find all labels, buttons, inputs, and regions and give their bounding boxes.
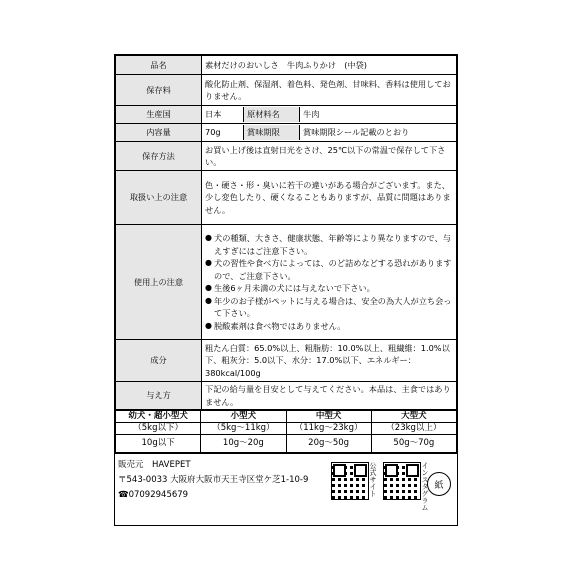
value-preservative: 酸化防止剤、保湿剤、着色料、発色剤、甘味料、香料は使用しておりません。: [202, 75, 457, 106]
value-origin: 日本: [202, 107, 244, 122]
feed-header-row: [116, 411, 457, 423]
value-storage: お買い上げ後は直射日光をさけ、25℃以下の常温で保存して下さい。: [202, 142, 457, 171]
feed-amount-row: [116, 435, 457, 453]
feed-weight-range: （5kg〜11kg）: [201, 423, 286, 435]
label-origin: 生産国: [116, 106, 202, 124]
value-content: 70g: [202, 125, 244, 140]
feed-amount: 20g〜50g: [286, 435, 371, 453]
official-site-label: 公式サイト: [369, 462, 377, 497]
feed-size-name: 中型犬: [286, 411, 371, 423]
usage-note: ● 脱酸素剤は食べ物ではありません。: [205, 320, 453, 333]
label-content: 内容量: [116, 124, 202, 142]
feed-size-name: 大型犬: [371, 411, 456, 423]
value-feeding: 下記の給与量を目安として与えてください。本品は、主食ではありません。: [202, 382, 457, 410]
label-usage: 使用上の注意: [116, 225, 202, 340]
seller-address: 〒543-0033 大阪府大阪市天王寺区堂ケ芝1-10-9: [118, 475, 309, 485]
row-product-name: [116, 56, 457, 75]
value-handling: 色・硬さ・形・臭いに若干の違いがある場合がございます。また、少し変色したり、硬くなることもありますが、品質に問題はありません。: [202, 171, 457, 225]
feed-size-name: 幼犬・超小型犬: [116, 411, 201, 423]
value-expiry: 賞味期限シール記載のとおり: [303, 127, 410, 138]
instagram-label: インスタグラム: [421, 462, 429, 511]
seller-phone: ☎07092945679: [118, 490, 189, 500]
label-storage: 保存方法: [116, 142, 202, 171]
feed-amount: 10g〜20g: [201, 435, 286, 453]
label-handling: 取扱い上の注意: [116, 171, 202, 225]
row-handling: [116, 171, 457, 225]
value-product-name: 素材だけのおいしさ 牛肉ふりかけ (中袋): [202, 56, 457, 75]
label-product-name: 品名: [116, 56, 202, 75]
row-origin: [116, 106, 457, 124]
usage-note: ● 生後6ヶ月未満の犬には与えないで下さい。: [205, 282, 453, 295]
paper-recycle-mark-icon: 紙: [427, 472, 451, 496]
usage-notes-list: [205, 232, 453, 332]
usage-note: ● 犬の習性や食べ方によっては、のど詰めなどする恐れがありますので、ご注意下さい。: [205, 257, 453, 282]
row-components: [116, 340, 457, 382]
feed-size-name: 小型犬: [201, 411, 286, 423]
label-components: 成分: [116, 340, 202, 382]
row-content: [116, 124, 457, 142]
value-components: 粗たん白質：65.0%以上、粗脂肪：10.0%以上、粗繊維：1.0%以下、粗灰分：5.0以下、水分：17.0%以下、エネルギー：380kcal/100g: [202, 340, 457, 382]
feed-range-row: [116, 423, 457, 435]
seller-name: 販売元 HAVEPET: [118, 460, 191, 470]
row-storage: [116, 142, 457, 171]
feeding-amount-table: [115, 410, 457, 453]
feed-weight-range: （11kg〜23kg）: [286, 423, 371, 435]
label-material: 原材料名: [244, 107, 300, 122]
product-label: [114, 54, 458, 526]
seller-section: [115, 453, 457, 522]
usage-note: ● 年少のお子様がペットに与える場合は、安全の為大人が立ち会って下さい。: [205, 295, 453, 320]
official-site-qr-icon[interactable]: [331, 462, 369, 500]
feed-amount: 50g〜70g: [371, 435, 456, 453]
seller-info: [118, 458, 308, 503]
label-preservative: 保存料: [116, 75, 202, 106]
row-preservative: [116, 75, 457, 106]
feed-amount: 10g以下: [116, 435, 201, 453]
spec-table: [115, 55, 457, 410]
value-material: 牛肉: [303, 109, 320, 120]
label-expiry: 賞味期限: [244, 125, 300, 140]
row-usage: [116, 225, 457, 340]
label-feeding: 与え方: [116, 382, 202, 410]
row-feeding: [116, 382, 457, 410]
instagram-qr-icon[interactable]: [383, 462, 421, 500]
feed-weight-range: （5kg以下）: [116, 423, 201, 435]
usage-note: ● 犬の種類、大きさ、健康状態、年齢等により異なりますので、与えすぎにはご注意下さい。: [205, 232, 453, 257]
feed-weight-range: （23kg以上）: [371, 423, 456, 435]
